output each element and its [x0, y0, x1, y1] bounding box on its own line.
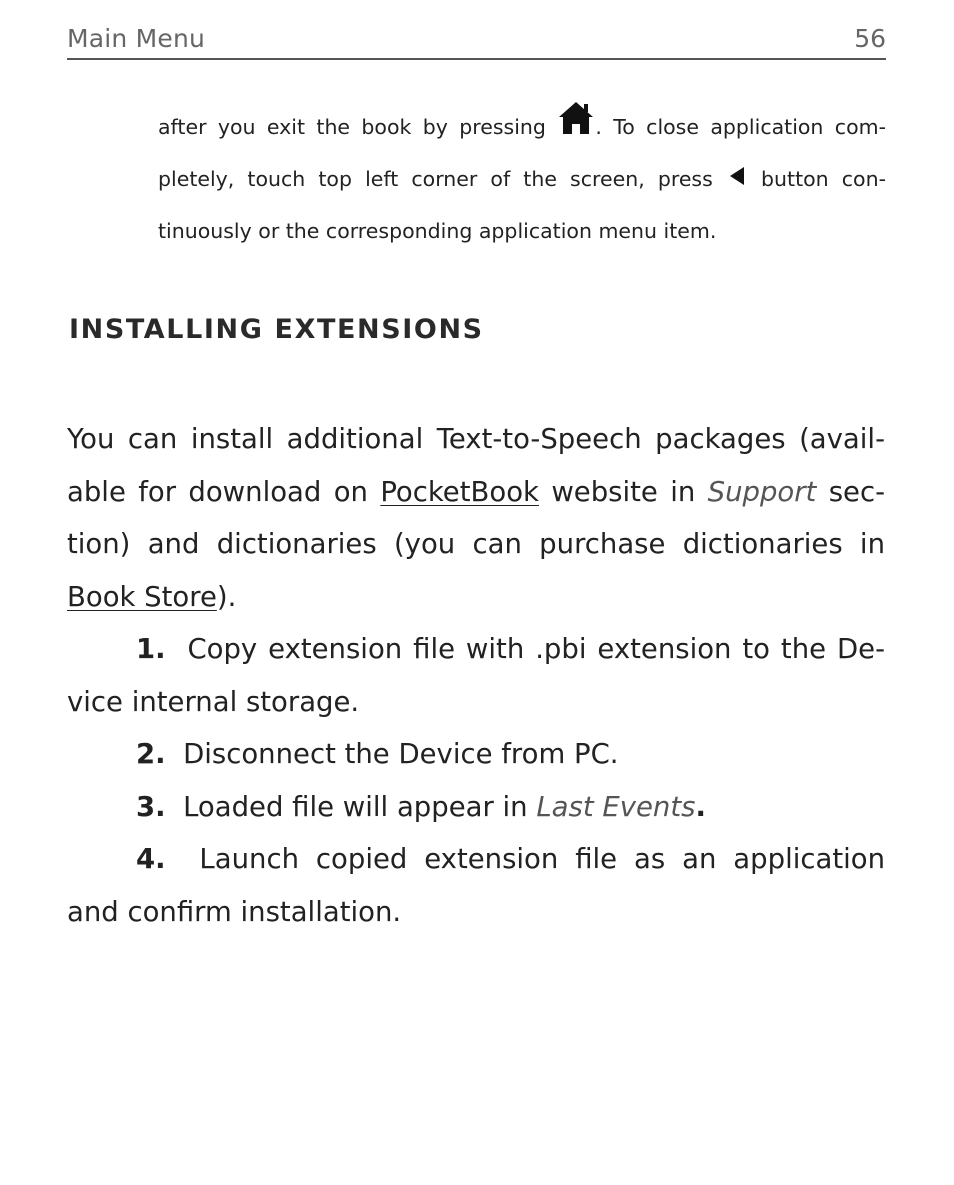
- pocketbook-link[interactable]: PocketBook: [380, 475, 539, 508]
- page-header: [67, 22, 886, 60]
- intro-text: website in: [551, 475, 696, 508]
- page-number: 56: [854, 24, 886, 53]
- support-emphasis: Support: [707, 475, 817, 508]
- intro-line: [67, 571, 885, 624]
- back-triangle-icon: [726, 155, 748, 208]
- intro-text: sec-: [828, 475, 885, 508]
- note-line: tinuously or the corresponding application menu item.: [158, 219, 717, 243]
- note-text: after you exit the book by pressing: [158, 115, 546, 139]
- body-paragraph: [67, 413, 885, 938]
- intro-line: [67, 466, 885, 519]
- last-events-emphasis: Last Events: [536, 790, 696, 823]
- note-line: [158, 153, 886, 206]
- step-text: Copy extension file with .pbi extension to the De-: [187, 633, 886, 665]
- step-continuation: and confirm installation.: [67, 895, 402, 928]
- step-text: Disconnect the Device from PC.: [183, 738, 619, 770]
- step-item: [67, 781, 885, 834]
- note-paragraph: [158, 100, 886, 258]
- book-store-link[interactable]: Book Store: [67, 580, 217, 613]
- intro-line: tion) and dictionaries (you can purchase dictionaries in: [67, 528, 885, 560]
- step-continuation: vice internal storage.: [67, 685, 360, 718]
- note-line: [158, 100, 886, 153]
- intro-text: ).: [216, 580, 237, 613]
- step-text: Launch copied extension file as an application: [199, 843, 885, 875]
- step-item: [67, 623, 885, 676]
- step-item: [67, 833, 885, 886]
- note-text: . To close application com-: [595, 115, 886, 139]
- step-text: .: [695, 790, 706, 823]
- note-text: button con-: [761, 166, 886, 191]
- step-number: 4.: [136, 843, 166, 875]
- intro-line: You can install additional Text-to-Speech packages (avail-: [67, 423, 885, 455]
- step-number: 1.: [136, 633, 166, 665]
- step-item: [67, 728, 885, 781]
- intro-text: able for download on: [67, 475, 368, 508]
- home-icon: [557, 100, 595, 156]
- step-number: 2.: [136, 738, 166, 770]
- section-title: Main Menu: [67, 24, 206, 53]
- section-heading: INSTALLING EXTENSIONS: [69, 314, 484, 345]
- step-text: Loaded file will appear in: [183, 790, 528, 823]
- step-number: 3.: [136, 790, 166, 823]
- note-text: pletely, touch top left corner of the screen, press: [158, 166, 713, 191]
